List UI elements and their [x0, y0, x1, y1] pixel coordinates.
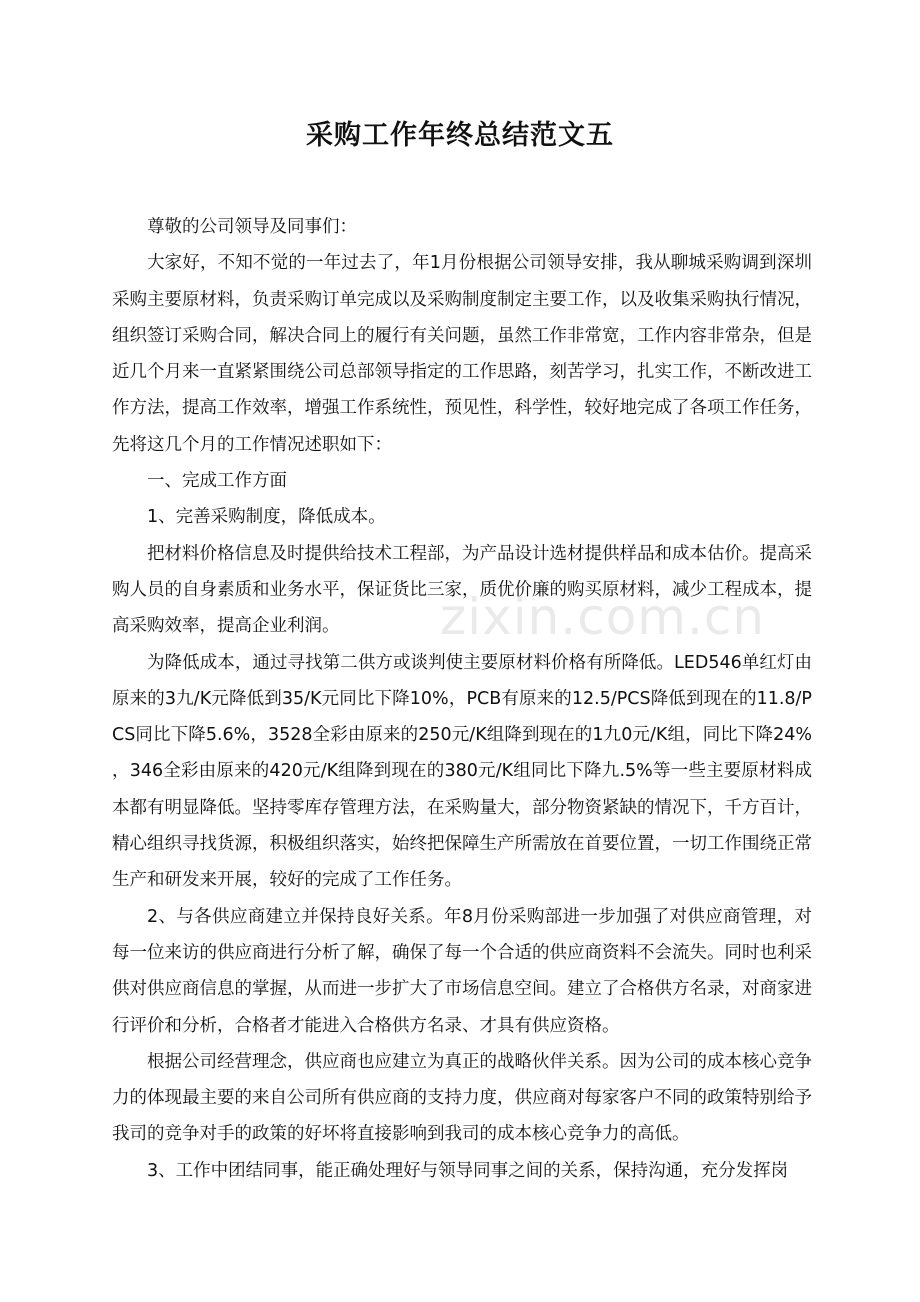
- watermark: zixin.com.cn: [440, 588, 766, 646]
- paragraph-cost-reduction: 为降低成本，通过寻找第二供方或谈判使主要原材料价格有所降低。LED546单红灯由原来的3九/K元降低到35/K元同比下降10%，PCB有原来的12.5/PCS降低到现在的11.8/PCS同比下降5.6%，3528全彩由原来的250元/K组降到现在的1九0元/K组，同比下降24%，346全彩由原来的420元/K组降到现在的380元/K组同比下降九.5%等一些主要原材料成本都有明显降低。坚持零库存管理方法，在采购量大，部分物资紧缺的情况下，千方百计，精心组织寻找货源，积极组织落实，始终把保障生产所需放在首要位置，一切工作围绕正常生产和研发来开展，较好的完成了工作任务。: [112, 652, 812, 891]
- paragraph-teamwork: 3、工作中团结同事，能正确处理好与领导同事之间的关系，保持沟通，充分发挥岗: [147, 1160, 789, 1181]
- document-title: 采购工作年终总结范文五: [306, 120, 614, 151]
- paragraph-cost-info: 把材料价格信息及时提供给技术工程部，为产品设计选材提供样品和成本估价。提高采购人员的自身素质和业务水平，保证货比三家，质优价廉的购买原材料，减少工程成本，提高采购效率，提高企业利润。: [112, 543, 812, 637]
- salutation: 尊敬的公司领导及同事们：: [147, 217, 357, 237]
- document-body: [112, 209, 812, 1189]
- intro-paragraph: 大家好，不知不觉的一年过去了，年1月份根据公司领导安排，我从聊城采购调到深圳采购主要原材料，负责采购订单完成以及采购制度制定主要工作，以及收集采购执行情况，组织签订采购合同，解决合同上的履行有关问题，虽然工作非常宽，工作内容非常杂，但是近几个月来一直紧紧围绕公司总部领导指定的工作思路，刻苦学习，扎实工作，不断改进工作方法，提高工作效率，增强工作系统性，预见性，科学性，较好地完成了各项工作任务，先将这几个月的工作情况述职如下：: [112, 253, 812, 455]
- section-heading: 一、完成工作方面: [147, 471, 287, 492]
- paragraph-supplier-relations: 2、与各供应商建立并保持良好关系。年8月份采购部进一步加强了对供应商管理，对每一位来访的供应商进行分析了解，确保了每一个合适的供应商资料不会流失。同时也利采供对供应商信息的掌握，从而进一步扩大了市场信息空间。建立了合格供方名录，对商家进行评价和分析，合格者才能进入合格供方名录、才具有供应资格。: [112, 906, 812, 1036]
- paragraph-strategic-partners: 根据公司经营理念，供应商也应建立为真正的战略伙伴关系。因为公司的成本核心竞争力的体现最主要的来自公司所有供应商的支持力度，供应商对每家客户不同的政策特别给予我司的竞争对手的政策的好坏将直接影响到我司的成本核心竞争力的高低。: [112, 1051, 812, 1145]
- subsection-heading-1: 1、完善采购制度，降低成本。: [147, 507, 386, 528]
